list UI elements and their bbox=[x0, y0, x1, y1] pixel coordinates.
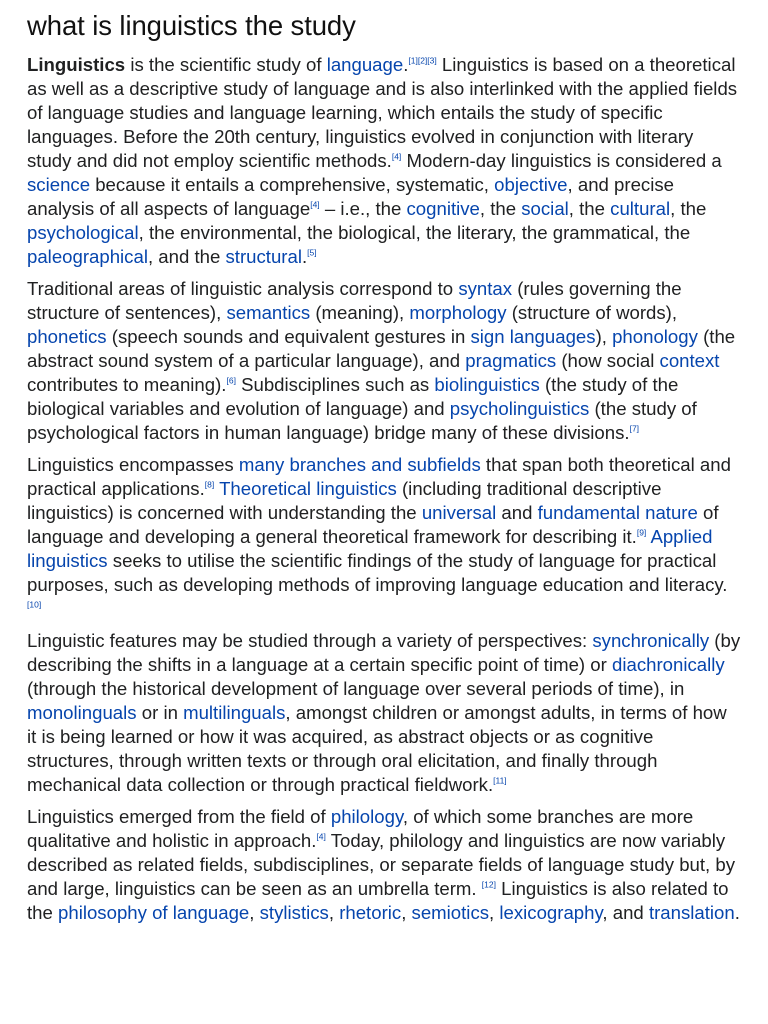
citation bbox=[205, 479, 214, 489]
article-body bbox=[27, 53, 741, 925]
text-run: (including traditional descriptive linguistics) is concerned with understanding the bbox=[27, 478, 662, 523]
text-run: , amongst children or amongst adults, in terms of how it is being learned or how it was acquired, as abstract objects or as cognitive structures, through written texts or through oral elicitation, and finally through mechanical data collection or through practical fieldwork. bbox=[27, 702, 727, 795]
text-run: (by describing the shifts in a language at a certain specific point of time) or bbox=[27, 630, 741, 675]
link-objective[interactable]: objective bbox=[494, 174, 568, 195]
citation-link[interactable]: [6] bbox=[226, 375, 236, 386]
link-pragmatics[interactable]: pragmatics bbox=[465, 350, 557, 371]
link-applied-linguistics[interactable]: Applied linguistics bbox=[27, 526, 713, 571]
text-run: , and bbox=[602, 902, 649, 923]
link-morphology[interactable]: morphology bbox=[409, 302, 507, 323]
citation bbox=[637, 527, 646, 537]
citation-link[interactable]: [9] bbox=[636, 527, 647, 538]
paragraph bbox=[27, 453, 741, 621]
link-semantics[interactable]: semantics bbox=[226, 302, 311, 323]
citation bbox=[27, 599, 41, 609]
citation bbox=[408, 55, 436, 65]
text-run: (through the historical development of language over several periods of time), in bbox=[27, 678, 685, 699]
text-run: seeks to utilise the scientific findings of the study of language for practical purposes, such as developing methods of improving language education and literacy. bbox=[27, 550, 728, 595]
text-run: – i.e., the bbox=[319, 198, 407, 219]
link-sign-languages[interactable]: sign languages bbox=[470, 326, 596, 347]
text-run: Subdisciplines such as bbox=[235, 374, 435, 395]
text-run: (rules governing the structure of sentences), bbox=[27, 278, 682, 323]
link-cultural[interactable]: cultural bbox=[610, 198, 671, 219]
citation-link[interactable]: [4] bbox=[316, 831, 326, 842]
link-science[interactable]: science bbox=[27, 174, 91, 195]
text-run: because it entails a comprehensive, systematic, bbox=[90, 174, 495, 195]
link-psycholinguistics[interactable]: psycholinguistics bbox=[449, 398, 590, 419]
citation-link[interactable]: [8] bbox=[204, 479, 215, 490]
link-language[interactable]: language bbox=[326, 54, 404, 75]
citation-link[interactable]: [12] bbox=[481, 879, 496, 890]
link-fundamental-nature[interactable]: fundamental nature bbox=[537, 502, 698, 523]
link-phonetics[interactable]: phonetics bbox=[27, 326, 107, 347]
text-run: or in bbox=[136, 702, 184, 723]
link-philology[interactable]: philology bbox=[330, 806, 403, 827]
citation-link[interactable]: [1][2][3] bbox=[408, 55, 437, 66]
citation bbox=[392, 151, 401, 161]
text-run: . bbox=[734, 902, 740, 923]
text-run: of language and developing a general theoretical framework for describing it. bbox=[27, 502, 719, 547]
text-run: ), bbox=[595, 326, 613, 347]
link-stylistics[interactable]: stylistics bbox=[259, 902, 329, 923]
text-run: Linguistics is also related to the bbox=[27, 878, 729, 923]
citation bbox=[493, 775, 507, 785]
link-monolinguals[interactable]: monolinguals bbox=[27, 702, 137, 723]
link-paleographical[interactable]: paleographical bbox=[27, 246, 148, 267]
text-run: Linguistics emerged from the field of bbox=[27, 806, 331, 827]
text-run: , the bbox=[670, 198, 707, 219]
link-structural[interactable]: structural bbox=[225, 246, 302, 267]
text-run: , and the bbox=[147, 246, 226, 267]
citation-link[interactable]: [5] bbox=[307, 247, 317, 258]
citation bbox=[630, 423, 639, 433]
link-philosophy-of-language[interactable]: philosophy of language bbox=[58, 902, 250, 923]
link-lexicography[interactable]: lexicography bbox=[499, 902, 603, 923]
paragraph bbox=[27, 629, 741, 797]
citation-link[interactable]: [4] bbox=[391, 151, 402, 162]
link-cognitive[interactable]: cognitive bbox=[406, 198, 480, 219]
text-run: that span both theoretical and practical applications. bbox=[27, 454, 731, 499]
text-run: Modern-day linguistics is considered a bbox=[401, 150, 722, 171]
text-run: , bbox=[249, 902, 260, 923]
text-run: , the bbox=[479, 198, 522, 219]
citation bbox=[226, 375, 235, 385]
text-run: . bbox=[403, 54, 409, 75]
paragraph bbox=[27, 277, 741, 445]
text-run: , of which some branches are more qualitative and holistic in approach. bbox=[27, 806, 694, 851]
link-universal[interactable]: universal bbox=[421, 502, 497, 523]
text-run: contributes to meaning). bbox=[27, 374, 227, 395]
citation-link[interactable]: [11] bbox=[493, 775, 507, 786]
page-title: what is linguistics the study bbox=[27, 10, 356, 41]
text-run: Linguistic features may be studied through a variety of perspectives: bbox=[27, 630, 593, 651]
text-run: is the scientific study of bbox=[125, 54, 327, 75]
text-run: , the bbox=[568, 198, 611, 219]
text-run: and bbox=[496, 502, 538, 523]
citation-link[interactable]: [4] bbox=[310, 199, 320, 210]
citation bbox=[307, 247, 316, 257]
text-run: (the study of the biological variables and evolution of language) and bbox=[27, 374, 679, 419]
text-run: . bbox=[301, 246, 308, 267]
citation bbox=[482, 879, 496, 889]
link-syntax[interactable]: syntax bbox=[458, 278, 513, 299]
text-run: , bbox=[489, 902, 500, 923]
link-synchronically[interactable]: synchronically bbox=[592, 630, 710, 651]
paragraph bbox=[27, 53, 741, 269]
link-biolinguistics[interactable]: biolinguistics bbox=[434, 374, 540, 395]
bold-term: Linguistics bbox=[27, 54, 126, 75]
text-run: Linguistics encompasses bbox=[27, 454, 239, 475]
link-many-branches-and-subfields[interactable]: many branches and subfields bbox=[238, 454, 481, 475]
link-phonology[interactable]: phonology bbox=[612, 326, 698, 347]
text-run: (the abstract sound system of a particular language), and bbox=[27, 326, 736, 371]
text-run: , bbox=[328, 902, 340, 923]
paragraph bbox=[27, 805, 741, 925]
text-run: Today, philology and linguistics are now variably described as related fields, subdisciplines, or separate fields of language study but, by and large, linguistics can be seen as an umbrella term. bbox=[27, 830, 736, 899]
citation bbox=[316, 831, 325, 841]
citation-link[interactable]: [7] bbox=[629, 423, 640, 434]
link-semiotics[interactable]: semiotics bbox=[411, 902, 490, 923]
link-psychological[interactable]: psychological bbox=[27, 222, 139, 243]
citation bbox=[310, 199, 319, 209]
link-diachronically[interactable]: diachronically bbox=[612, 654, 725, 675]
text-run: , and precise analysis of all aspects of language bbox=[27, 174, 674, 219]
link-theoretical-linguistics[interactable]: Theoretical linguistics bbox=[219, 478, 397, 499]
text-run: , the environmental, the biological, the literary, the grammatical, the bbox=[138, 222, 691, 243]
text-run: Linguistics is based on a theoretical as well as a descriptive study of language and is also interlinked with the applied fields of language studies and language learning, which entails the study of specific languages. Before the 20th century, linguistics evolved in conjunction with literary study and did not employ scientific methods. bbox=[27, 54, 738, 171]
text-run: Traditional areas of linguistic analysis correspond to bbox=[27, 278, 459, 299]
link-translation[interactable]: translation bbox=[648, 902, 735, 923]
text-run: , bbox=[401, 902, 412, 923]
text-run: (structure of words), bbox=[506, 302, 678, 323]
citation-link[interactable]: [10] bbox=[27, 599, 42, 610]
text-run: (meaning), bbox=[310, 302, 410, 323]
text-run: (the study of psychological factors in human language) bridge many of these divisions. bbox=[27, 398, 697, 443]
link-rhetoric[interactable]: rhetoric bbox=[339, 902, 402, 923]
link-social[interactable]: social bbox=[521, 198, 569, 219]
link-context[interactable]: context bbox=[659, 350, 720, 371]
link-multilinguals[interactable]: multilinguals bbox=[183, 702, 286, 723]
text-run: (speech sounds and equivalent gestures in bbox=[106, 326, 471, 347]
text-run: (how social bbox=[556, 350, 660, 371]
